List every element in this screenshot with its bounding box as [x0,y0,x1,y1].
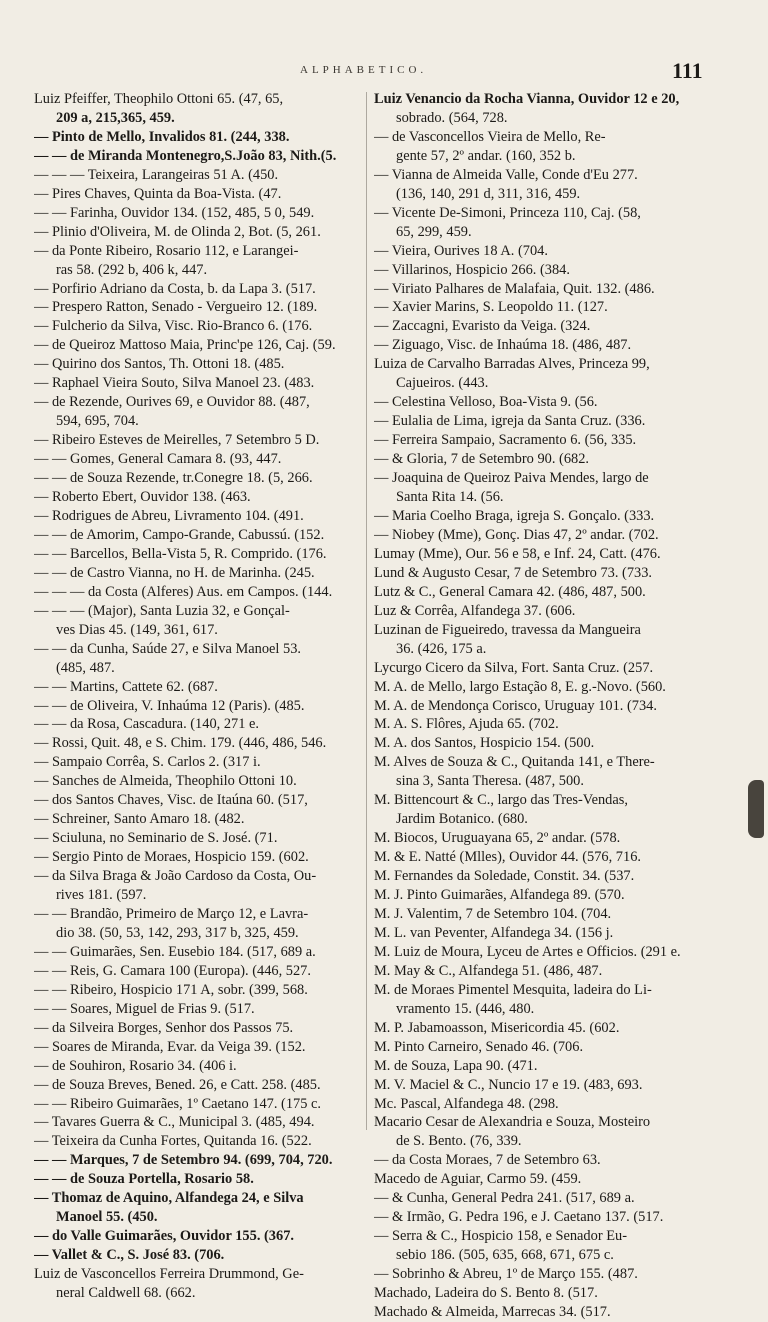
directory-entry-line: Machado & Almeida, Marrecas 34. (517. [374,1304,611,1320]
directory-entry-line: — — — Teixeira, Larangeiras 51 A. (450. [34,166,279,183]
directory-entry-line: — Plinio d'Oliveira, M. de Olinda 2, Bot. (5, 261. [34,223,321,240]
directory-entry-line: — — Ribeiro, Hospicio 171 A, sobr. (399, 568. [34,981,308,998]
directory-entry-line: — — de Miranda Montenegro,S.João 83, Nith.(5. [34,147,337,164]
directory-entry-line: M. de Moraes Pimentel Mesquita, ladeira do Li- [374,981,652,998]
directory-entry-line: — & Irmão, G. Pedra 196, e J. Caetano 137. (517. [374,1209,664,1226]
directory-entry-line: Luzinan de Figueiredo, travessa da Mangueira [374,621,641,638]
directory-entry-line: — — — (Major), Santa Luzia 32, e Gonçal- [34,602,290,619]
directory-entry-line: — — — da Costa (Alferes) Aus. em Campos. (144. [34,583,333,600]
directory-entry-line: — Sciuluna, no Seminario de S. José. (71. [34,830,278,847]
directory-entry-line: M. V. Maciel & C., Nuncio 17 e 19. (483, 693. [374,1076,643,1093]
directory-entry-line: — Fulcherio da Silva, Visc. Rio-Branco 6. (176. [34,318,313,335]
directory-entry-line: — Vianna de Almeida Valle, Conde d'Eu 277. [374,166,638,183]
directory-entry-line: vramento 15. (446, 480. [396,1000,535,1017]
directory-entry-line: Cajueiros. (443. [396,375,489,392]
directory-entry-line: M. Pinto Carneiro, Senado 46. (706. [374,1038,584,1055]
directory-entry-line: ras 58. (292 b, 406 k, 447. [56,261,208,278]
directory-entry-line: — Roberto Ebert, Ouvidor 138. (463. [34,489,251,506]
left-column [34,90,362,1303]
directory-entry-line: (136, 140, 291 d, 311, 316, 459. [396,185,581,202]
directory-entry-line: — — Marques, 7 de Setembro 94. (699, 704, 720. [34,1152,333,1169]
directory-entry-line: M. Biocos, Uruguayana 65, 2º andar. (578. [374,830,621,847]
directory-entry-line: M. A. S. Flôres, Ajuda 65. (702. [374,716,559,733]
directory-entry-line: — — Reis, G. Camara 100 (Europa). (446, 527. [34,962,311,979]
page-edge-mark [748,780,764,838]
directory-entry-line: — Pinto de Mello, Invalidos 81. (244, 338. [34,128,290,145]
directory-entry-line: Lumay (Mme), Our. 56 e 58, e Inf. 24, Catt. (476. [374,545,661,562]
directory-entry-line: — Sergio Pinto de Moraes, Hospicio 159. (602. [34,849,309,866]
directory-entry-line: — Soares de Miranda, Evar. da Veiga 39. (152. [34,1038,306,1055]
directory-entry-line: — Serra & C., Hospicio 158, e Senador Eu- [374,1228,627,1245]
directory-entry-line: — Thomaz de Aquino, Alfandega 24, e Silva [34,1190,304,1207]
directory-entry-line: — Eulalia de Lima, igreja da Santa Cruz. (336. [374,413,646,430]
directory-entry-line: — Pires Chaves, Quinta da Boa-Vista. (47. [34,185,282,202]
directory-entry-line: Luz & Corrêa, Alfandega 37. (606. [374,602,576,619]
directory-entry-line: — — Guimarães, Sen. Eusebio 184. (517, 689 a. [34,943,316,960]
directory-entry-line: — — Farinha, Ouvidor 134. (152, 485, 5 0, 549. [34,204,315,221]
directory-entry-line: Lycurgo Cicero da Silva, Fort. Santa Cruz. (257. [374,659,654,676]
directory-entry-line: — Quirino dos Santos, Th. Ottoni 18. (485. [34,356,285,373]
directory-entry-line: — — Gomes, General Camara 8. (93, 447. [34,451,282,468]
directory-entry-line: — da Silva Braga & João Cardoso da Costa, Ou- [34,868,317,885]
directory-entry-line: — — de Oliveira, V. Inhaúma 12 (Paris). (485. [34,697,305,714]
directory-entry-line: M. de Souza, Lapa 90. (471. [374,1057,538,1074]
directory-entry-line: M. Alves de Souza & C., Quitanda 141, e There- [374,754,655,771]
column-divider [366,92,367,1130]
directory-entry-line: — — Soares, Miguel de Frias 9. (517. [34,1000,255,1017]
directory-entry-line: — — da Rosa, Cascadura. (140, 271 e. [34,716,260,733]
page-header [0,58,768,86]
directory-entry-line: Luiz Pfeiffer, Theophilo Ottoni 65. (47, 65, [34,91,284,107]
directory-entry-line: — de Souza Breves, Bened. 26, e Catt. 258. (485. [34,1076,321,1093]
directory-entry-line: Luiza de Carvalho Barradas Alves, Princeza 99, [374,356,650,373]
directory-entry-line: Jardim Botanico. (680. [396,811,528,828]
directory-entry-line: M. May & C., Alfandega 51. (486, 487. [374,962,603,979]
directory-entry-line: M. Bittencourt & C., largo das Tres-Vendas, [374,792,628,809]
directory-entry-line: neral Caldwell 68. (662. [56,1285,196,1302]
directory-entry-line: Machado, Ladeira do S. Bento 8. (517. [374,1285,598,1302]
directory-entry-line: sebio 186. (505, 635, 668, 671, 675 c. [396,1247,614,1264]
directory-entry-line: — dos Santos Chaves, Visc. de Itaúna 60. (517, [34,792,308,809]
directory-entry-line: Lund & Augusto Cesar, 7 de Setembro 73. (733. [374,564,653,581]
directory-entry-line: — — de Castro Vianna, no H. de Marinha. (245. [34,564,315,581]
directory-entry-line: — — de Amorim, Campo-Grande, Cabussú. (152. [34,526,325,543]
directory-entry-line: — Villarinos, Hospicio 266. (384. [374,261,570,278]
directory-entry-line: Macedo de Aguiar, Carmo 59. (459. [374,1171,582,1188]
directory-entry-line: — Raphael Vieira Souto, Silva Manoel 23. (483. [34,375,315,392]
directory-entry-line: — Teixeira da Cunha Fortes, Quitanda 16. (522. [34,1133,312,1150]
directory-entry-line: — Maria Coelho Braga, igreja S. Gonçalo. (333. [374,507,655,524]
directory-entry-line: — — de Souza Portella, Rosario 58. [34,1171,254,1188]
directory-entry-line: M. & E. Natté (Mlles), Ouvidor 44. (576, 716. [374,849,641,866]
directory-entry-line: — da Costa Moraes, 7 de Setembro 63. [374,1152,601,1169]
directory-entry-line: — Celestina Velloso, Boa-Vista 9. (56. [374,394,598,411]
directory-entry-line: — da Silveira Borges, Senhor dos Passos 75. [34,1019,294,1036]
directory-entry-line: — Porfirio Adriano da Costa, b. da Lapa 3. (517. [34,280,316,297]
running-title: ALPHABETICO. [300,64,428,76]
directory-entry-line: M. P. Jabamoasson, Misericordia 45. (602. [374,1019,620,1036]
directory-entry-line: rives 181. (597. [56,887,147,904]
directory-entry-line: Macario Cesar de Alexandria e Souza, Mosteiro [374,1114,651,1131]
directory-entry-line: — Vallet & C., S. José 83. (706. [34,1247,225,1264]
directory-entry-line: M. A. de Mendonça Corisco, Uruguay 101. (734. [374,697,657,714]
directory-entry-line: ves Dias 45. (149, 361, 617. [56,621,218,638]
right-column [374,90,708,1322]
directory-entry-line: 209 a, 215,365, 459. [56,109,175,126]
directory-entry-line: — da Ponte Ribeiro, Rosario 112, e Larangei- [34,242,299,259]
directory-entry-line: — Vicente De-Simoni, Princeza 110, Caj. (58, [374,204,641,221]
directory-entry-line: — Viriato Palhares de Malafaia, Quit. 132. (486. [374,280,655,297]
directory-entry-line: Luiz Venancio da Rocha Vianna, Ouvidor 12 e 20, [374,91,680,107]
directory-entry-line: — — Brandão, Primeiro de Março 12, e Lavra- [34,905,309,922]
directory-entry-line: — Zaccagni, Evaristo da Veiga. (324. [374,318,591,335]
directory-entry-line: 36. (426, 175 a. [396,640,487,657]
directory-entry-line: Santa Rita 14. (56. [396,489,504,506]
directory-entry-line: M. L. van Peventer, Alfandega 34. (156 j. [374,924,614,941]
directory-entry-line: — Schreiner, Santo Amaro 18. (482. [34,811,245,828]
directory-entry-line: dio 38. (50, 53, 142, 293, 317 b, 325, 459. [56,924,299,941]
directory-entry-line: — Tavares Guerra & C., Municipal 3. (485, 494. [34,1114,315,1131]
directory-entry-line: — de Souhiron, Rosario 34. (406 i. [34,1057,237,1074]
directory-entry-line: Mc. Pascal, Alfandega 48. (298. [374,1095,559,1112]
directory-entry-line: — Sobrinho & Abreu, 1º de Março 155. (487. [374,1266,638,1283]
directory-entry-line: — de Vasconcellos Vieira de Mello, Re- [374,128,606,145]
directory-entry-line: Luiz de Vasconcellos Ferreira Drummond, Ge- [34,1266,304,1283]
directory-entry-line: (485, 487. [56,659,115,676]
directory-entry-line: — Ziguago, Visc. de Inhaúma 18. (486, 487. [374,337,632,354]
directory-entry-line: Manoel 55. (450. [56,1209,158,1226]
directory-entry-line: — Rossi, Quit. 48, e S. Chim. 179. (446, 486, 546. [34,735,327,752]
directory-entry-line: — Rodrigues de Abreu, Livramento 104. (491. [34,507,304,524]
directory-entry-line: M. J. Valentim, 7 de Setembro 104. (704. [374,905,612,922]
directory-entry-line: — — de Souza Rezende, tr.Conegre 18. (5, 266. [34,470,313,487]
directory-entry-line: 594, 695, 704. [56,413,139,430]
page-number: 111 [672,58,703,83]
directory-entry-line: 65, 299, 459. [396,223,472,240]
directory-entry-line: gente 57, 2º andar. (160, 352 b. [396,147,576,164]
directory-entry-line: sobrado. (564, 728. [396,109,508,126]
directory-entry-line: — do Valle Guimarães, Ouvidor 155. (367. [34,1228,294,1245]
directory-entry-line: — Ferreira Sampaio, Sacramento 6. (56, 335. [374,432,637,449]
directory-entry-line: — — Ribeiro Guimarães, 1º Caetano 147. (175 c. [34,1095,322,1112]
directory-entry-line: — — da Cunha, Saúde 27, e Silva Manoel 53. [34,640,301,657]
directory-entry-line: — Xavier Marins, S. Leopoldo 11. (127. [374,299,608,316]
directory-entry-line: Lutz & C., General Camara 42. (486, 487, 500. [374,583,646,600]
directory-entry-line: sina 3, Santa Theresa. (487, 500. [396,773,584,790]
directory-entry-line: — — Barcellos, Bella-Vista 5, R. Comprido. (176. [34,545,327,562]
directory-entry-line: de S. Bento. (76, 339. [396,1133,522,1150]
directory-entry-line: — Niobey (Mme), Gonç. Dias 47, 2º andar. (702. [374,526,659,543]
directory-entry-line: — Ribeiro Esteves de Meirelles, 7 Setembro 5 D. [34,432,320,449]
directory-entry-line: M. A. dos Santos, Hospicio 154. (500. [374,735,595,752]
directory-entry-line: M. A. de Mello, largo Estação 8, E. g.-Novo. (560. [374,678,666,695]
directory-entry-line: — de Rezende, Ourives 69, e Ouvidor 88. (487, [34,394,310,411]
directory-entry-line: M. Luiz de Moura, Lyceu de Artes e Officios. (291 e. [374,943,681,960]
directory-entry-line: — Joaquina de Queiroz Paiva Mendes, largo de [374,470,649,487]
directory-entry-line: — — Martins, Cattete 62. (687. [34,678,218,695]
directory-entry-line: — Sanches de Almeida, Theophilo Ottoni 10. [34,773,297,790]
directory-entry-line: — & Cunha, General Pedra 241. (517, 689 a. [374,1190,635,1207]
directory-entry-line: M. J. Pinto Guimarães, Alfandega 89. (570. [374,887,625,904]
directory-entry-line: — de Queiroz Mattoso Maia, Princ'pe 126, Caj. (59. [34,337,336,354]
directory-entry-line: — Vieira, Ourives 18 A. (704. [374,242,548,259]
directory-entry-line: — Sampaio Corrêa, S. Carlos 2. (317 i. [34,754,261,771]
directory-entry-line: — Prespero Ratton, Senado - Vergueiro 12. (189. [34,299,318,316]
directory-entry-line: M. Fernandes da Soledade, Constit. 34. (537. [374,868,635,885]
directory-entry-line: — & Gloria, 7 de Setembro 90. (682. [374,451,590,468]
